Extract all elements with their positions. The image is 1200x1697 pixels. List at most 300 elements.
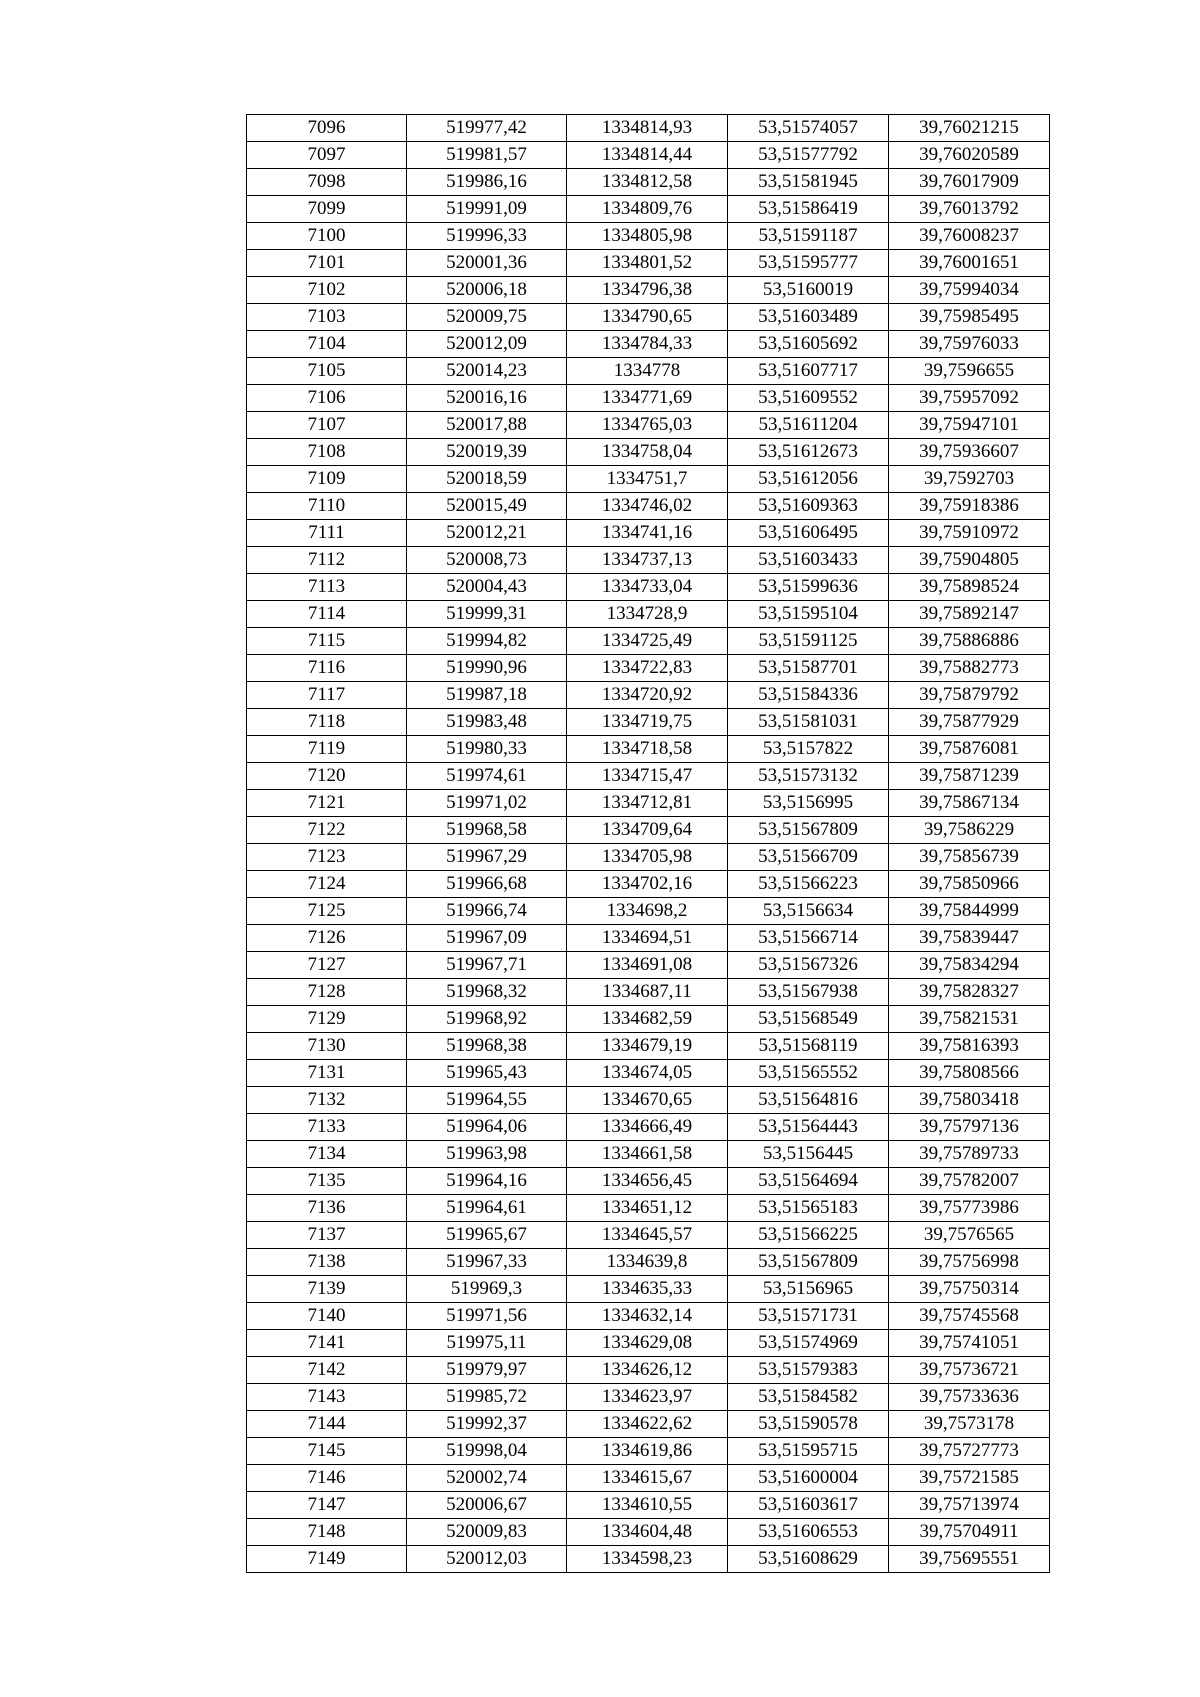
latitude-cell: 53,5156445	[728, 1141, 889, 1168]
point-number-cell: 7143	[247, 1384, 407, 1411]
latitude-cell: 53,5156634	[728, 898, 889, 925]
latitude-cell: 53,51595777	[728, 250, 889, 277]
x-coordinate-cell: 519968,38	[407, 1033, 567, 1060]
longitude-cell: 39,7592703	[889, 466, 1050, 493]
longitude-cell: 39,76017909	[889, 169, 1050, 196]
table-row	[247, 331, 1050, 358]
point-number-cell: 7141	[247, 1330, 407, 1357]
latitude-cell: 53,51591125	[728, 628, 889, 655]
x-coordinate-cell: 519996,33	[407, 223, 567, 250]
y-coordinate-cell: 1334651,12	[567, 1195, 728, 1222]
latitude-cell: 53,51612673	[728, 439, 889, 466]
longitude-cell: 39,76001651	[889, 250, 1050, 277]
y-coordinate-cell: 1334812,58	[567, 169, 728, 196]
longitude-cell: 39,75816393	[889, 1033, 1050, 1060]
longitude-cell: 39,75727773	[889, 1438, 1050, 1465]
table-row	[247, 1303, 1050, 1330]
point-number-cell: 7149	[247, 1546, 407, 1573]
x-coordinate-cell: 520018,59	[407, 466, 567, 493]
x-coordinate-cell: 519965,43	[407, 1060, 567, 1087]
x-coordinate-cell: 519983,48	[407, 709, 567, 736]
y-coordinate-cell: 1334698,2	[567, 898, 728, 925]
point-number-cell: 7147	[247, 1492, 407, 1519]
y-coordinate-cell: 1334709,64	[567, 817, 728, 844]
latitude-cell: 53,51566709	[728, 844, 889, 871]
point-number-cell: 7128	[247, 979, 407, 1006]
x-coordinate-cell: 520001,36	[407, 250, 567, 277]
y-coordinate-cell: 1334629,08	[567, 1330, 728, 1357]
point-number-cell: 7115	[247, 628, 407, 655]
table-row	[247, 520, 1050, 547]
longitude-cell: 39,75821531	[889, 1006, 1050, 1033]
point-number-cell: 7113	[247, 574, 407, 601]
point-number-cell: 7125	[247, 898, 407, 925]
x-coordinate-cell: 520006,18	[407, 277, 567, 304]
point-number-cell: 7148	[247, 1519, 407, 1546]
latitude-cell: 53,51568119	[728, 1033, 889, 1060]
point-number-cell: 7110	[247, 493, 407, 520]
longitude-cell: 39,75839447	[889, 925, 1050, 952]
x-coordinate-cell: 519967,09	[407, 925, 567, 952]
table-row	[247, 1006, 1050, 1033]
longitude-cell: 39,75773986	[889, 1195, 1050, 1222]
table-row	[247, 466, 1050, 493]
y-coordinate-cell: 1334778	[567, 358, 728, 385]
x-coordinate-cell: 520012,21	[407, 520, 567, 547]
longitude-cell: 39,75797136	[889, 1114, 1050, 1141]
coordinates-table-body	[247, 115, 1050, 1573]
table-row	[247, 1222, 1050, 1249]
x-coordinate-cell: 520014,23	[407, 358, 567, 385]
x-coordinate-cell: 519971,56	[407, 1303, 567, 1330]
y-coordinate-cell: 1334626,12	[567, 1357, 728, 1384]
y-coordinate-cell: 1334758,04	[567, 439, 728, 466]
latitude-cell: 53,51606553	[728, 1519, 889, 1546]
longitude-cell: 39,7596655	[889, 358, 1050, 385]
latitude-cell: 53,51566225	[728, 1222, 889, 1249]
x-coordinate-cell: 520004,43	[407, 574, 567, 601]
latitude-cell: 53,5160019	[728, 277, 889, 304]
longitude-cell: 39,75957092	[889, 385, 1050, 412]
table-row	[247, 574, 1050, 601]
longitude-cell: 39,75910972	[889, 520, 1050, 547]
x-coordinate-cell: 519974,61	[407, 763, 567, 790]
point-number-cell: 7124	[247, 871, 407, 898]
longitude-cell: 39,75856739	[889, 844, 1050, 871]
longitude-cell: 39,75695551	[889, 1546, 1050, 1573]
longitude-cell: 39,75844999	[889, 898, 1050, 925]
longitude-cell: 39,75803418	[889, 1087, 1050, 1114]
y-coordinate-cell: 1334610,55	[567, 1492, 728, 1519]
y-coordinate-cell: 1334796,38	[567, 277, 728, 304]
y-coordinate-cell: 1334691,08	[567, 952, 728, 979]
latitude-cell: 53,51567809	[728, 817, 889, 844]
point-number-cell: 7135	[247, 1168, 407, 1195]
x-coordinate-cell: 520015,49	[407, 493, 567, 520]
x-coordinate-cell: 520012,09	[407, 331, 567, 358]
latitude-cell: 53,51607717	[728, 358, 889, 385]
table-row	[247, 142, 1050, 169]
longitude-cell: 39,75892147	[889, 601, 1050, 628]
table-row	[247, 655, 1050, 682]
longitude-cell: 39,75936607	[889, 439, 1050, 466]
table-row	[247, 277, 1050, 304]
y-coordinate-cell: 1334598,23	[567, 1546, 728, 1573]
table-row	[247, 385, 1050, 412]
longitude-cell: 39,75871239	[889, 763, 1050, 790]
table-row	[247, 1114, 1050, 1141]
point-number-cell: 7114	[247, 601, 407, 628]
latitude-cell: 53,51581031	[728, 709, 889, 736]
longitude-cell: 39,75876081	[889, 736, 1050, 763]
longitude-cell: 39,75756998	[889, 1249, 1050, 1276]
longitude-cell: 39,75789733	[889, 1141, 1050, 1168]
latitude-cell: 53,51586419	[728, 196, 889, 223]
y-coordinate-cell: 1334719,75	[567, 709, 728, 736]
y-coordinate-cell: 1334728,9	[567, 601, 728, 628]
point-number-cell: 7123	[247, 844, 407, 871]
x-coordinate-cell: 519967,71	[407, 952, 567, 979]
x-coordinate-cell: 519971,02	[407, 790, 567, 817]
table-row	[247, 979, 1050, 1006]
y-coordinate-cell: 1334725,49	[567, 628, 728, 655]
latitude-cell: 53,51566714	[728, 925, 889, 952]
table-row	[247, 169, 1050, 196]
longitude-cell: 39,75985495	[889, 304, 1050, 331]
point-number-cell: 7119	[247, 736, 407, 763]
table-row	[247, 1411, 1050, 1438]
point-number-cell: 7104	[247, 331, 407, 358]
point-number-cell: 7116	[247, 655, 407, 682]
table-row	[247, 1087, 1050, 1114]
latitude-cell: 53,5156965	[728, 1276, 889, 1303]
y-coordinate-cell: 1334765,03	[567, 412, 728, 439]
latitude-cell: 53,51567809	[728, 1249, 889, 1276]
y-coordinate-cell: 1334679,19	[567, 1033, 728, 1060]
longitude-cell: 39,76008237	[889, 223, 1050, 250]
y-coordinate-cell: 1334694,51	[567, 925, 728, 952]
x-coordinate-cell: 520006,67	[407, 1492, 567, 1519]
longitude-cell: 39,75877929	[889, 709, 1050, 736]
longitude-cell: 39,7586229	[889, 817, 1050, 844]
point-number-cell: 7138	[247, 1249, 407, 1276]
longitude-cell: 39,76013792	[889, 196, 1050, 223]
longitude-cell: 39,75782007	[889, 1168, 1050, 1195]
y-coordinate-cell: 1334656,45	[567, 1168, 728, 1195]
table-row	[247, 412, 1050, 439]
x-coordinate-cell: 519980,33	[407, 736, 567, 763]
x-coordinate-cell: 519977,42	[407, 115, 567, 142]
point-number-cell: 7121	[247, 790, 407, 817]
point-number-cell: 7105	[247, 358, 407, 385]
table-row	[247, 736, 1050, 763]
latitude-cell: 53,51577792	[728, 142, 889, 169]
table-row	[247, 601, 1050, 628]
y-coordinate-cell: 1334639,8	[567, 1249, 728, 1276]
longitude-cell: 39,75879792	[889, 682, 1050, 709]
longitude-cell: 39,75886886	[889, 628, 1050, 655]
latitude-cell: 53,51579383	[728, 1357, 889, 1384]
y-coordinate-cell: 1334741,16	[567, 520, 728, 547]
y-coordinate-cell: 1334702,16	[567, 871, 728, 898]
latitude-cell: 53,51584582	[728, 1384, 889, 1411]
latitude-cell: 53,51564816	[728, 1087, 889, 1114]
x-coordinate-cell: 519987,18	[407, 682, 567, 709]
point-number-cell: 7108	[247, 439, 407, 466]
y-coordinate-cell: 1334733,04	[567, 574, 728, 601]
point-number-cell: 7118	[247, 709, 407, 736]
table-row	[247, 682, 1050, 709]
point-number-cell: 7097	[247, 142, 407, 169]
y-coordinate-cell: 1334687,11	[567, 979, 728, 1006]
longitude-cell: 39,75898524	[889, 574, 1050, 601]
longitude-cell: 39,75713974	[889, 1492, 1050, 1519]
longitude-cell: 39,75721585	[889, 1465, 1050, 1492]
point-number-cell: 7134	[247, 1141, 407, 1168]
y-coordinate-cell: 1334718,58	[567, 736, 728, 763]
point-number-cell: 7111	[247, 520, 407, 547]
table-row	[247, 547, 1050, 574]
y-coordinate-cell: 1334632,14	[567, 1303, 728, 1330]
latitude-cell: 53,51611204	[728, 412, 889, 439]
table-row	[247, 1033, 1050, 1060]
y-coordinate-cell: 1334674,05	[567, 1060, 728, 1087]
y-coordinate-cell: 1334619,86	[567, 1438, 728, 1465]
y-coordinate-cell: 1334645,57	[567, 1222, 728, 1249]
longitude-cell: 39,75994034	[889, 277, 1050, 304]
point-number-cell: 7144	[247, 1411, 407, 1438]
x-coordinate-cell: 519975,11	[407, 1330, 567, 1357]
latitude-cell: 53,51595104	[728, 601, 889, 628]
point-number-cell: 7132	[247, 1087, 407, 1114]
longitude-cell: 39,76021215	[889, 115, 1050, 142]
latitude-cell: 53,51581945	[728, 169, 889, 196]
y-coordinate-cell: 1334805,98	[567, 223, 728, 250]
y-coordinate-cell: 1334712,81	[567, 790, 728, 817]
point-number-cell: 7136	[247, 1195, 407, 1222]
table-row	[247, 1195, 1050, 1222]
longitude-cell: 39,75918386	[889, 493, 1050, 520]
x-coordinate-cell: 519968,32	[407, 979, 567, 1006]
point-number-cell: 7098	[247, 169, 407, 196]
y-coordinate-cell: 1334623,97	[567, 1384, 728, 1411]
x-coordinate-cell: 519966,74	[407, 898, 567, 925]
latitude-cell: 53,51565183	[728, 1195, 889, 1222]
latitude-cell: 53,5157822	[728, 736, 889, 763]
latitude-cell: 53,51595715	[728, 1438, 889, 1465]
x-coordinate-cell: 519985,72	[407, 1384, 567, 1411]
point-number-cell: 7096	[247, 115, 407, 142]
latitude-cell: 53,51584336	[728, 682, 889, 709]
x-coordinate-cell: 520009,75	[407, 304, 567, 331]
table-row	[247, 358, 1050, 385]
x-coordinate-cell: 519991,09	[407, 196, 567, 223]
latitude-cell: 53,51605692	[728, 331, 889, 358]
y-coordinate-cell: 1334751,7	[567, 466, 728, 493]
y-coordinate-cell: 1334737,13	[567, 547, 728, 574]
y-coordinate-cell: 1334715,47	[567, 763, 728, 790]
y-coordinate-cell: 1334790,65	[567, 304, 728, 331]
x-coordinate-cell: 519992,37	[407, 1411, 567, 1438]
coordinates-table	[246, 114, 1050, 1573]
point-number-cell: 7146	[247, 1465, 407, 1492]
table-row	[247, 1384, 1050, 1411]
longitude-cell: 39,75834294	[889, 952, 1050, 979]
x-coordinate-cell: 519964,61	[407, 1195, 567, 1222]
point-number-cell: 7137	[247, 1222, 407, 1249]
latitude-cell: 53,51599636	[728, 574, 889, 601]
longitude-cell: 39,7573178	[889, 1411, 1050, 1438]
latitude-cell: 53,51564443	[728, 1114, 889, 1141]
point-number-cell: 7139	[247, 1276, 407, 1303]
x-coordinate-cell: 519969,3	[407, 1276, 567, 1303]
x-coordinate-cell: 519979,97	[407, 1357, 567, 1384]
x-coordinate-cell: 519999,31	[407, 601, 567, 628]
x-coordinate-cell: 519994,82	[407, 628, 567, 655]
table-row	[247, 1168, 1050, 1195]
y-coordinate-cell: 1334622,62	[567, 1411, 728, 1438]
table-row	[247, 493, 1050, 520]
table-row	[247, 1060, 1050, 1087]
longitude-cell: 39,75733636	[889, 1384, 1050, 1411]
longitude-cell: 39,75867134	[889, 790, 1050, 817]
point-number-cell: 7131	[247, 1060, 407, 1087]
x-coordinate-cell: 519967,33	[407, 1249, 567, 1276]
point-number-cell: 7122	[247, 817, 407, 844]
point-number-cell: 7117	[247, 682, 407, 709]
y-coordinate-cell: 1334746,02	[567, 493, 728, 520]
latitude-cell: 53,51603433	[728, 547, 889, 574]
longitude-cell: 39,75808566	[889, 1060, 1050, 1087]
longitude-cell: 39,75882773	[889, 655, 1050, 682]
point-number-cell: 7101	[247, 250, 407, 277]
longitude-cell: 39,75947101	[889, 412, 1050, 439]
table-row	[247, 196, 1050, 223]
table-row	[247, 250, 1050, 277]
latitude-cell: 53,51591187	[728, 223, 889, 250]
table-row	[247, 817, 1050, 844]
latitude-cell: 53,51574969	[728, 1330, 889, 1357]
y-coordinate-cell: 1334666,49	[567, 1114, 728, 1141]
y-coordinate-cell: 1334670,65	[567, 1087, 728, 1114]
table-row	[247, 709, 1050, 736]
latitude-cell: 53,51603617	[728, 1492, 889, 1519]
y-coordinate-cell: 1334604,48	[567, 1519, 728, 1546]
longitude-cell: 39,7576565	[889, 1222, 1050, 1249]
point-number-cell: 7102	[247, 277, 407, 304]
x-coordinate-cell: 520016,16	[407, 385, 567, 412]
table-row	[247, 1519, 1050, 1546]
y-coordinate-cell: 1334771,69	[567, 385, 728, 412]
x-coordinate-cell: 519966,68	[407, 871, 567, 898]
table-row	[247, 925, 1050, 952]
x-coordinate-cell: 520017,88	[407, 412, 567, 439]
longitude-cell: 39,75750314	[889, 1276, 1050, 1303]
table-row	[247, 763, 1050, 790]
table-row	[247, 223, 1050, 250]
point-number-cell: 7126	[247, 925, 407, 952]
latitude-cell: 53,51603489	[728, 304, 889, 331]
latitude-cell: 53,51587701	[728, 655, 889, 682]
longitude-cell: 39,75904805	[889, 547, 1050, 574]
x-coordinate-cell: 520012,03	[407, 1546, 567, 1573]
latitude-cell: 53,51567326	[728, 952, 889, 979]
latitude-cell: 53,51571731	[728, 1303, 889, 1330]
latitude-cell: 53,51606495	[728, 520, 889, 547]
table-row	[247, 1546, 1050, 1573]
x-coordinate-cell: 519990,96	[407, 655, 567, 682]
y-coordinate-cell: 1334809,76	[567, 196, 728, 223]
point-number-cell: 7133	[247, 1114, 407, 1141]
point-number-cell: 7103	[247, 304, 407, 331]
x-coordinate-cell: 519968,92	[407, 1006, 567, 1033]
x-coordinate-cell: 519963,98	[407, 1141, 567, 1168]
latitude-cell: 53,51609552	[728, 385, 889, 412]
longitude-cell: 39,75745568	[889, 1303, 1050, 1330]
x-coordinate-cell: 519964,55	[407, 1087, 567, 1114]
table-row	[247, 1438, 1050, 1465]
latitude-cell: 53,51590578	[728, 1411, 889, 1438]
x-coordinate-cell: 519968,58	[407, 817, 567, 844]
y-coordinate-cell: 1334814,93	[567, 115, 728, 142]
x-coordinate-cell: 519965,67	[407, 1222, 567, 1249]
point-number-cell: 7120	[247, 763, 407, 790]
point-number-cell: 7100	[247, 223, 407, 250]
longitude-cell: 39,75850966	[889, 871, 1050, 898]
y-coordinate-cell: 1334615,67	[567, 1465, 728, 1492]
longitude-cell: 39,75704911	[889, 1519, 1050, 1546]
table-row	[247, 1465, 1050, 1492]
latitude-cell: 53,51573132	[728, 763, 889, 790]
point-number-cell: 7145	[247, 1438, 407, 1465]
point-number-cell: 7107	[247, 412, 407, 439]
y-coordinate-cell: 1334635,33	[567, 1276, 728, 1303]
longitude-cell: 39,75736721	[889, 1357, 1050, 1384]
point-number-cell: 7129	[247, 1006, 407, 1033]
longitude-cell: 39,75828327	[889, 979, 1050, 1006]
table-row	[247, 1357, 1050, 1384]
y-coordinate-cell: 1334722,83	[567, 655, 728, 682]
x-coordinate-cell: 519964,16	[407, 1168, 567, 1195]
point-number-cell: 7127	[247, 952, 407, 979]
table-row	[247, 628, 1050, 655]
table-row	[247, 790, 1050, 817]
latitude-cell: 53,51566223	[728, 871, 889, 898]
y-coordinate-cell: 1334720,92	[567, 682, 728, 709]
y-coordinate-cell: 1334705,98	[567, 844, 728, 871]
x-coordinate-cell: 520009,83	[407, 1519, 567, 1546]
point-number-cell: 7099	[247, 196, 407, 223]
table-row	[247, 1141, 1050, 1168]
point-number-cell: 7106	[247, 385, 407, 412]
table-row	[247, 898, 1050, 925]
y-coordinate-cell: 1334784,33	[567, 331, 728, 358]
x-coordinate-cell: 520008,73	[407, 547, 567, 574]
x-coordinate-cell: 519981,57	[407, 142, 567, 169]
point-number-cell: 7140	[247, 1303, 407, 1330]
latitude-cell: 53,51612056	[728, 466, 889, 493]
longitude-cell: 39,75741051	[889, 1330, 1050, 1357]
latitude-cell: 53,51609363	[728, 493, 889, 520]
point-number-cell: 7112	[247, 547, 407, 574]
latitude-cell: 53,51608629	[728, 1546, 889, 1573]
table-row	[247, 304, 1050, 331]
point-number-cell: 7142	[247, 1357, 407, 1384]
table-row	[247, 115, 1050, 142]
latitude-cell: 53,5156995	[728, 790, 889, 817]
longitude-cell: 39,76020589	[889, 142, 1050, 169]
table-row	[247, 1330, 1050, 1357]
